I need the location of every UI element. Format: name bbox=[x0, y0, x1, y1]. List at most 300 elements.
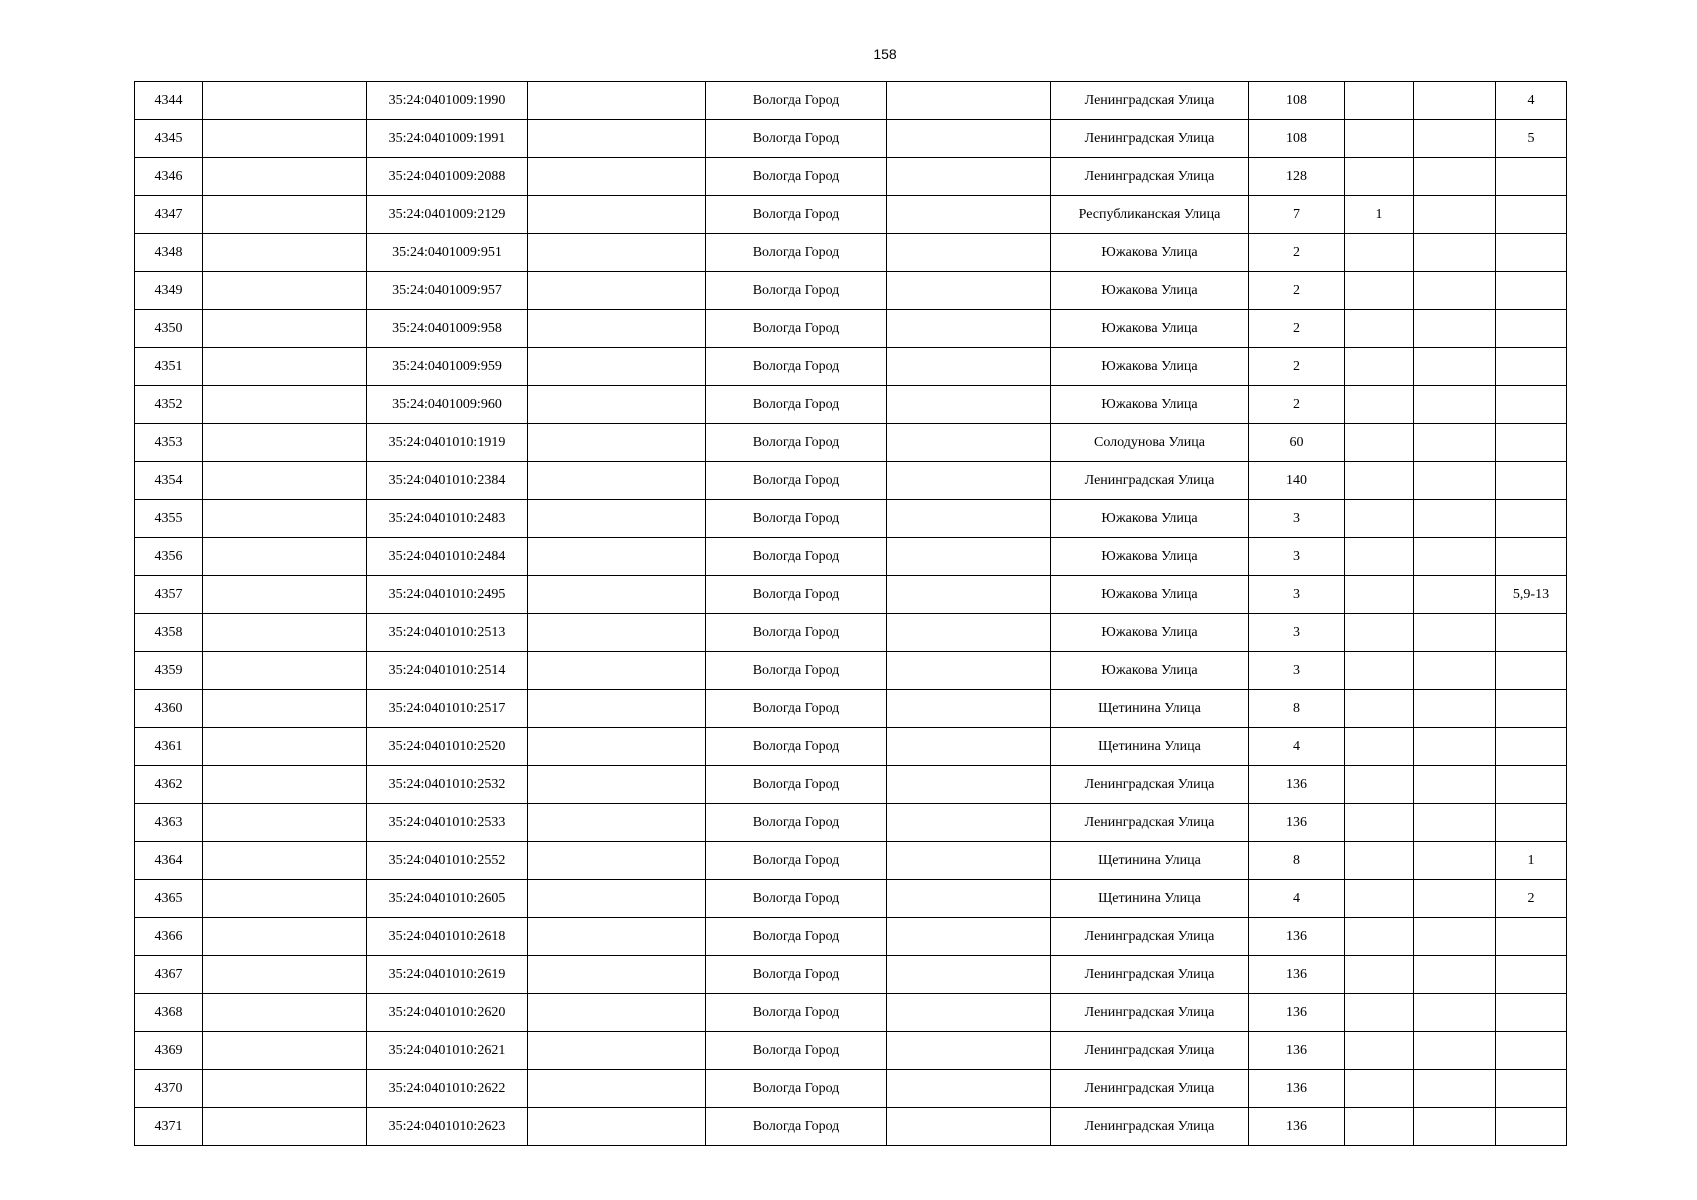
cadastral-number-cell: 35:24:0401009:959 bbox=[367, 348, 528, 386]
blank-cell bbox=[887, 766, 1051, 804]
row-number-cell: 4353 bbox=[135, 424, 203, 462]
house-number-cell: 136 bbox=[1249, 918, 1345, 956]
building-cell bbox=[1345, 158, 1414, 196]
table-row bbox=[135, 196, 1567, 234]
blank-cell bbox=[203, 956, 367, 994]
blank-cell bbox=[1414, 880, 1496, 918]
blank-cell bbox=[203, 614, 367, 652]
apartment-cell bbox=[1496, 1070, 1567, 1108]
city-cell: Вологда Город bbox=[706, 766, 887, 804]
row-number-cell: 4348 bbox=[135, 234, 203, 272]
building-cell bbox=[1345, 576, 1414, 614]
cadastral-number-cell: 35:24:0401009:958 bbox=[367, 310, 528, 348]
table-row bbox=[135, 82, 1567, 120]
street-cell: Ленинградская Улица bbox=[1051, 120, 1249, 158]
blank-cell bbox=[203, 576, 367, 614]
building-cell bbox=[1345, 234, 1414, 272]
blank-cell bbox=[1414, 500, 1496, 538]
street-cell: Ленинградская Улица bbox=[1051, 804, 1249, 842]
street-cell: Южакова Улица bbox=[1051, 234, 1249, 272]
city-cell: Вологда Город bbox=[706, 386, 887, 424]
street-cell: Южакова Улица bbox=[1051, 348, 1249, 386]
cadastral-number-cell: 35:24:0401010:2517 bbox=[367, 690, 528, 728]
blank-cell bbox=[528, 1032, 706, 1070]
blank-cell bbox=[528, 994, 706, 1032]
house-number-cell: 4 bbox=[1249, 728, 1345, 766]
blank-cell bbox=[887, 994, 1051, 1032]
row-number-cell: 4358 bbox=[135, 614, 203, 652]
building-cell bbox=[1345, 82, 1414, 120]
blank-cell bbox=[203, 804, 367, 842]
blank-cell bbox=[528, 310, 706, 348]
table-row bbox=[135, 424, 1567, 462]
street-cell: Солодунова Улица bbox=[1051, 424, 1249, 462]
apartment-cell bbox=[1496, 994, 1567, 1032]
building-cell bbox=[1345, 880, 1414, 918]
blank-cell bbox=[1414, 728, 1496, 766]
blank-cell bbox=[203, 158, 367, 196]
street-cell: Ленинградская Улица bbox=[1051, 1032, 1249, 1070]
street-cell: Ленинградская Улица bbox=[1051, 918, 1249, 956]
building-cell bbox=[1345, 842, 1414, 880]
building-cell bbox=[1345, 500, 1414, 538]
house-number-cell: 136 bbox=[1249, 1070, 1345, 1108]
street-cell: Южакова Улица bbox=[1051, 652, 1249, 690]
blank-cell bbox=[528, 766, 706, 804]
apartment-cell bbox=[1496, 766, 1567, 804]
blank-cell bbox=[887, 120, 1051, 158]
table-row bbox=[135, 842, 1567, 880]
row-number-cell: 4350 bbox=[135, 310, 203, 348]
cadastral-number-cell: 35:24:0401009:1990 bbox=[367, 82, 528, 120]
cadastral-number-cell: 35:24:0401010:2484 bbox=[367, 538, 528, 576]
blank-cell bbox=[203, 1032, 367, 1070]
house-number-cell: 136 bbox=[1249, 1108, 1345, 1146]
apartment-cell bbox=[1496, 196, 1567, 234]
blank-cell bbox=[203, 690, 367, 728]
street-cell: Южакова Улица bbox=[1051, 538, 1249, 576]
city-cell: Вологда Город bbox=[706, 918, 887, 956]
blank-cell bbox=[203, 1070, 367, 1108]
blank-cell bbox=[528, 462, 706, 500]
house-number-cell: 3 bbox=[1249, 576, 1345, 614]
blank-cell bbox=[203, 386, 367, 424]
house-number-cell: 128 bbox=[1249, 158, 1345, 196]
blank-cell bbox=[1414, 196, 1496, 234]
table-row bbox=[135, 576, 1567, 614]
building-cell bbox=[1345, 1108, 1414, 1146]
blank-cell bbox=[528, 120, 706, 158]
building-cell: 1 bbox=[1345, 196, 1414, 234]
blank-cell bbox=[203, 500, 367, 538]
apartment-cell bbox=[1496, 1032, 1567, 1070]
street-cell: Южакова Улица bbox=[1051, 576, 1249, 614]
blank-cell bbox=[528, 804, 706, 842]
table-row bbox=[135, 386, 1567, 424]
house-number-cell: 60 bbox=[1249, 424, 1345, 462]
street-cell: Щетинина Улица bbox=[1051, 728, 1249, 766]
blank-cell bbox=[887, 82, 1051, 120]
blank-cell bbox=[1414, 424, 1496, 462]
blank-cell bbox=[203, 272, 367, 310]
city-cell: Вологда Город bbox=[706, 462, 887, 500]
blank-cell bbox=[203, 918, 367, 956]
house-number-cell: 4 bbox=[1249, 880, 1345, 918]
row-number-cell: 4361 bbox=[135, 728, 203, 766]
house-number-cell: 8 bbox=[1249, 690, 1345, 728]
house-number-cell: 7 bbox=[1249, 196, 1345, 234]
street-cell: Ленинградская Улица bbox=[1051, 994, 1249, 1032]
street-cell: Ленинградская Улица bbox=[1051, 766, 1249, 804]
cadastral-number-cell: 35:24:0401009:2088 bbox=[367, 158, 528, 196]
cadastral-number-cell: 35:24:0401010:2520 bbox=[367, 728, 528, 766]
blank-cell bbox=[528, 652, 706, 690]
blank-cell bbox=[887, 956, 1051, 994]
city-cell: Вологда Город bbox=[706, 82, 887, 120]
blank-cell bbox=[528, 348, 706, 386]
blank-cell bbox=[1414, 348, 1496, 386]
table-row bbox=[135, 728, 1567, 766]
cadastral-number-cell: 35:24:0401010:2623 bbox=[367, 1108, 528, 1146]
blank-cell bbox=[203, 120, 367, 158]
blank-cell bbox=[528, 538, 706, 576]
apartment-cell bbox=[1496, 158, 1567, 196]
blank-cell bbox=[1414, 1032, 1496, 1070]
street-cell: Южакова Улица bbox=[1051, 500, 1249, 538]
apartment-cell bbox=[1496, 804, 1567, 842]
house-number-cell: 136 bbox=[1249, 1032, 1345, 1070]
street-cell: Ленинградская Улица bbox=[1051, 82, 1249, 120]
cadastral-number-cell: 35:24:0401009:957 bbox=[367, 272, 528, 310]
house-number-cell: 108 bbox=[1249, 82, 1345, 120]
blank-cell bbox=[1414, 1070, 1496, 1108]
apartment-cell: 4 bbox=[1496, 82, 1567, 120]
house-number-cell: 136 bbox=[1249, 956, 1345, 994]
blank-cell bbox=[528, 842, 706, 880]
blank-cell bbox=[887, 424, 1051, 462]
blank-cell bbox=[887, 158, 1051, 196]
blank-cell bbox=[887, 1032, 1051, 1070]
city-cell: Вологда Город bbox=[706, 1070, 887, 1108]
blank-cell bbox=[887, 538, 1051, 576]
blank-cell bbox=[528, 728, 706, 766]
blank-cell bbox=[203, 766, 367, 804]
apartment-cell bbox=[1496, 272, 1567, 310]
apartment-cell bbox=[1496, 500, 1567, 538]
blank-cell bbox=[1414, 766, 1496, 804]
blank-cell bbox=[1414, 158, 1496, 196]
table-row bbox=[135, 158, 1567, 196]
city-cell: Вологда Город bbox=[706, 652, 887, 690]
page-number: 158 bbox=[873, 46, 897, 62]
cadastral-number-cell: 35:24:0401009:951 bbox=[367, 234, 528, 272]
street-cell: Ленинградская Улица bbox=[1051, 158, 1249, 196]
blank-cell bbox=[1414, 386, 1496, 424]
table-row bbox=[135, 614, 1567, 652]
row-number-cell: 4362 bbox=[135, 766, 203, 804]
table-row bbox=[135, 918, 1567, 956]
building-cell bbox=[1345, 1032, 1414, 1070]
house-number-cell: 3 bbox=[1249, 538, 1345, 576]
apartment-cell: 2 bbox=[1496, 880, 1567, 918]
row-number-cell: 4344 bbox=[135, 82, 203, 120]
street-cell: Щетинина Улица bbox=[1051, 880, 1249, 918]
city-cell: Вологда Город bbox=[706, 158, 887, 196]
blank-cell bbox=[1414, 120, 1496, 158]
street-cell: Южакова Улица bbox=[1051, 310, 1249, 348]
apartment-cell bbox=[1496, 1108, 1567, 1146]
house-number-cell: 3 bbox=[1249, 614, 1345, 652]
cadastral-number-cell: 35:24:0401010:2619 bbox=[367, 956, 528, 994]
apartment-cell bbox=[1496, 918, 1567, 956]
row-number-cell: 4367 bbox=[135, 956, 203, 994]
blank-cell bbox=[528, 956, 706, 994]
row-number-cell: 4363 bbox=[135, 804, 203, 842]
building-cell bbox=[1345, 538, 1414, 576]
city-cell: Вологда Город bbox=[706, 728, 887, 766]
building-cell bbox=[1345, 1070, 1414, 1108]
row-number-cell: 4354 bbox=[135, 462, 203, 500]
house-number-cell: 2 bbox=[1249, 272, 1345, 310]
blank-cell bbox=[1414, 576, 1496, 614]
blank-cell bbox=[528, 500, 706, 538]
table-body bbox=[135, 82, 1567, 1146]
cadastral-number-cell: 35:24:0401010:2533 bbox=[367, 804, 528, 842]
blank-cell bbox=[1414, 918, 1496, 956]
house-number-cell: 2 bbox=[1249, 386, 1345, 424]
table-row bbox=[135, 804, 1567, 842]
blank-cell bbox=[528, 424, 706, 462]
blank-cell bbox=[1414, 842, 1496, 880]
blank-cell bbox=[528, 614, 706, 652]
street-cell: Ленинградская Улица bbox=[1051, 1070, 1249, 1108]
table-row bbox=[135, 766, 1567, 804]
blank-cell bbox=[528, 158, 706, 196]
table-row bbox=[135, 1070, 1567, 1108]
city-cell: Вологда Город bbox=[706, 994, 887, 1032]
blank-cell bbox=[203, 462, 367, 500]
table-row bbox=[135, 120, 1567, 158]
blank-cell bbox=[887, 842, 1051, 880]
city-cell: Вологда Город bbox=[706, 348, 887, 386]
blank-cell bbox=[887, 614, 1051, 652]
street-cell: Южакова Улица bbox=[1051, 386, 1249, 424]
table-row bbox=[135, 310, 1567, 348]
building-cell bbox=[1345, 918, 1414, 956]
house-number-cell: 3 bbox=[1249, 500, 1345, 538]
city-cell: Вологда Город bbox=[706, 424, 887, 462]
blank-cell bbox=[203, 652, 367, 690]
house-number-cell: 3 bbox=[1249, 652, 1345, 690]
cadastral-number-cell: 35:24:0401010:2605 bbox=[367, 880, 528, 918]
table-row bbox=[135, 880, 1567, 918]
blank-cell bbox=[528, 234, 706, 272]
building-cell bbox=[1345, 310, 1414, 348]
blank-cell bbox=[1414, 652, 1496, 690]
blank-cell bbox=[203, 880, 367, 918]
blank-cell bbox=[1414, 234, 1496, 272]
house-number-cell: 136 bbox=[1249, 804, 1345, 842]
apartment-cell bbox=[1496, 234, 1567, 272]
city-cell: Вологда Город bbox=[706, 234, 887, 272]
blank-cell bbox=[528, 880, 706, 918]
house-number-cell: 2 bbox=[1249, 348, 1345, 386]
city-cell: Вологда Город bbox=[706, 576, 887, 614]
building-cell bbox=[1345, 348, 1414, 386]
blank-cell bbox=[1414, 956, 1496, 994]
row-number-cell: 4356 bbox=[135, 538, 203, 576]
building-cell bbox=[1345, 120, 1414, 158]
street-cell: Республиканская Улица bbox=[1051, 196, 1249, 234]
table-row bbox=[135, 690, 1567, 728]
row-number-cell: 4364 bbox=[135, 842, 203, 880]
cadastral-number-cell: 35:24:0401010:2384 bbox=[367, 462, 528, 500]
building-cell bbox=[1345, 424, 1414, 462]
house-number-cell: 136 bbox=[1249, 766, 1345, 804]
city-cell: Вологда Город bbox=[706, 538, 887, 576]
street-cell: Щетинина Улица bbox=[1051, 842, 1249, 880]
blank-cell bbox=[528, 82, 706, 120]
cadastral-number-cell: 35:24:0401010:2620 bbox=[367, 994, 528, 1032]
blank-cell bbox=[203, 310, 367, 348]
apartment-cell bbox=[1496, 652, 1567, 690]
blank-cell bbox=[887, 348, 1051, 386]
city-cell: Вологда Город bbox=[706, 120, 887, 158]
apartment-cell bbox=[1496, 348, 1567, 386]
city-cell: Вологда Город bbox=[706, 880, 887, 918]
house-number-cell: 136 bbox=[1249, 994, 1345, 1032]
building-cell bbox=[1345, 386, 1414, 424]
house-number-cell: 140 bbox=[1249, 462, 1345, 500]
table-row bbox=[135, 1032, 1567, 1070]
blank-cell bbox=[203, 842, 367, 880]
house-number-cell: 108 bbox=[1249, 120, 1345, 158]
city-cell: Вологда Город bbox=[706, 690, 887, 728]
apartment-cell bbox=[1496, 424, 1567, 462]
blank-cell bbox=[203, 994, 367, 1032]
city-cell: Вологда Город bbox=[706, 500, 887, 538]
cadastral-number-cell: 35:24:0401010:2552 bbox=[367, 842, 528, 880]
table-row bbox=[135, 1108, 1567, 1146]
city-cell: Вологда Город bbox=[706, 1108, 887, 1146]
blank-cell bbox=[528, 690, 706, 728]
blank-cell bbox=[1414, 82, 1496, 120]
blank-cell bbox=[203, 538, 367, 576]
city-cell: Вологда Город bbox=[706, 196, 887, 234]
city-cell: Вологда Город bbox=[706, 1032, 887, 1070]
row-number-cell: 4368 bbox=[135, 994, 203, 1032]
apartment-cell bbox=[1496, 386, 1567, 424]
blank-cell bbox=[1414, 310, 1496, 348]
apartment-cell bbox=[1496, 614, 1567, 652]
apartment-cell bbox=[1496, 690, 1567, 728]
cadastral-number-cell: 35:24:0401010:2532 bbox=[367, 766, 528, 804]
cadastral-number-cell: 35:24:0401010:2618 bbox=[367, 918, 528, 956]
building-cell bbox=[1345, 462, 1414, 500]
building-cell bbox=[1345, 728, 1414, 766]
blank-cell bbox=[887, 272, 1051, 310]
house-number-cell: 8 bbox=[1249, 842, 1345, 880]
apartment-cell bbox=[1496, 310, 1567, 348]
blank-cell bbox=[1414, 1108, 1496, 1146]
building-cell bbox=[1345, 272, 1414, 310]
table-row bbox=[135, 234, 1567, 272]
blank-cell bbox=[528, 1070, 706, 1108]
street-cell: Ленинградская Улица bbox=[1051, 1108, 1249, 1146]
row-number-cell: 4369 bbox=[135, 1032, 203, 1070]
street-cell: Щетинина Улица bbox=[1051, 690, 1249, 728]
blank-cell bbox=[887, 690, 1051, 728]
blank-cell bbox=[203, 196, 367, 234]
table-row bbox=[135, 462, 1567, 500]
blank-cell bbox=[1414, 614, 1496, 652]
blank-cell bbox=[1414, 994, 1496, 1032]
blank-cell bbox=[1414, 272, 1496, 310]
table-row bbox=[135, 500, 1567, 538]
house-number-cell: 2 bbox=[1249, 234, 1345, 272]
street-cell: Ленинградская Улица bbox=[1051, 462, 1249, 500]
apartment-cell: 5,9-13 bbox=[1496, 576, 1567, 614]
house-number-cell: 2 bbox=[1249, 310, 1345, 348]
apartment-cell bbox=[1496, 956, 1567, 994]
row-number-cell: 4347 bbox=[135, 196, 203, 234]
table-row bbox=[135, 652, 1567, 690]
blank-cell bbox=[528, 918, 706, 956]
row-number-cell: 4366 bbox=[135, 918, 203, 956]
blank-cell bbox=[887, 310, 1051, 348]
city-cell: Вологда Город bbox=[706, 310, 887, 348]
building-cell bbox=[1345, 614, 1414, 652]
blank-cell bbox=[887, 1070, 1051, 1108]
blank-cell bbox=[887, 1108, 1051, 1146]
blank-cell bbox=[887, 234, 1051, 272]
blank-cell bbox=[203, 82, 367, 120]
building-cell bbox=[1345, 956, 1414, 994]
row-number-cell: 4346 bbox=[135, 158, 203, 196]
apartment-cell bbox=[1496, 462, 1567, 500]
row-number-cell: 4370 bbox=[135, 1070, 203, 1108]
blank-cell bbox=[887, 652, 1051, 690]
cadastral-number-cell: 35:24:0401010:2513 bbox=[367, 614, 528, 652]
apartment-cell bbox=[1496, 728, 1567, 766]
blank-cell bbox=[887, 500, 1051, 538]
blank-cell bbox=[203, 424, 367, 462]
blank-cell bbox=[203, 348, 367, 386]
row-number-cell: 4371 bbox=[135, 1108, 203, 1146]
blank-cell bbox=[203, 1108, 367, 1146]
row-number-cell: 4357 bbox=[135, 576, 203, 614]
registry-table bbox=[134, 81, 1567, 1146]
blank-cell bbox=[528, 1108, 706, 1146]
blank-cell bbox=[887, 804, 1051, 842]
street-cell: Ленинградская Улица bbox=[1051, 956, 1249, 994]
blank-cell bbox=[528, 386, 706, 424]
city-cell: Вологда Город bbox=[706, 842, 887, 880]
blank-cell bbox=[203, 728, 367, 766]
row-number-cell: 4349 bbox=[135, 272, 203, 310]
city-cell: Вологда Город bbox=[706, 272, 887, 310]
blank-cell bbox=[887, 462, 1051, 500]
blank-cell bbox=[887, 196, 1051, 234]
apartment-cell: 1 bbox=[1496, 842, 1567, 880]
table-row bbox=[135, 956, 1567, 994]
blank-cell bbox=[887, 386, 1051, 424]
table-row bbox=[135, 348, 1567, 386]
blank-cell bbox=[887, 728, 1051, 766]
building-cell bbox=[1345, 690, 1414, 728]
table-row bbox=[135, 538, 1567, 576]
blank-cell bbox=[1414, 690, 1496, 728]
